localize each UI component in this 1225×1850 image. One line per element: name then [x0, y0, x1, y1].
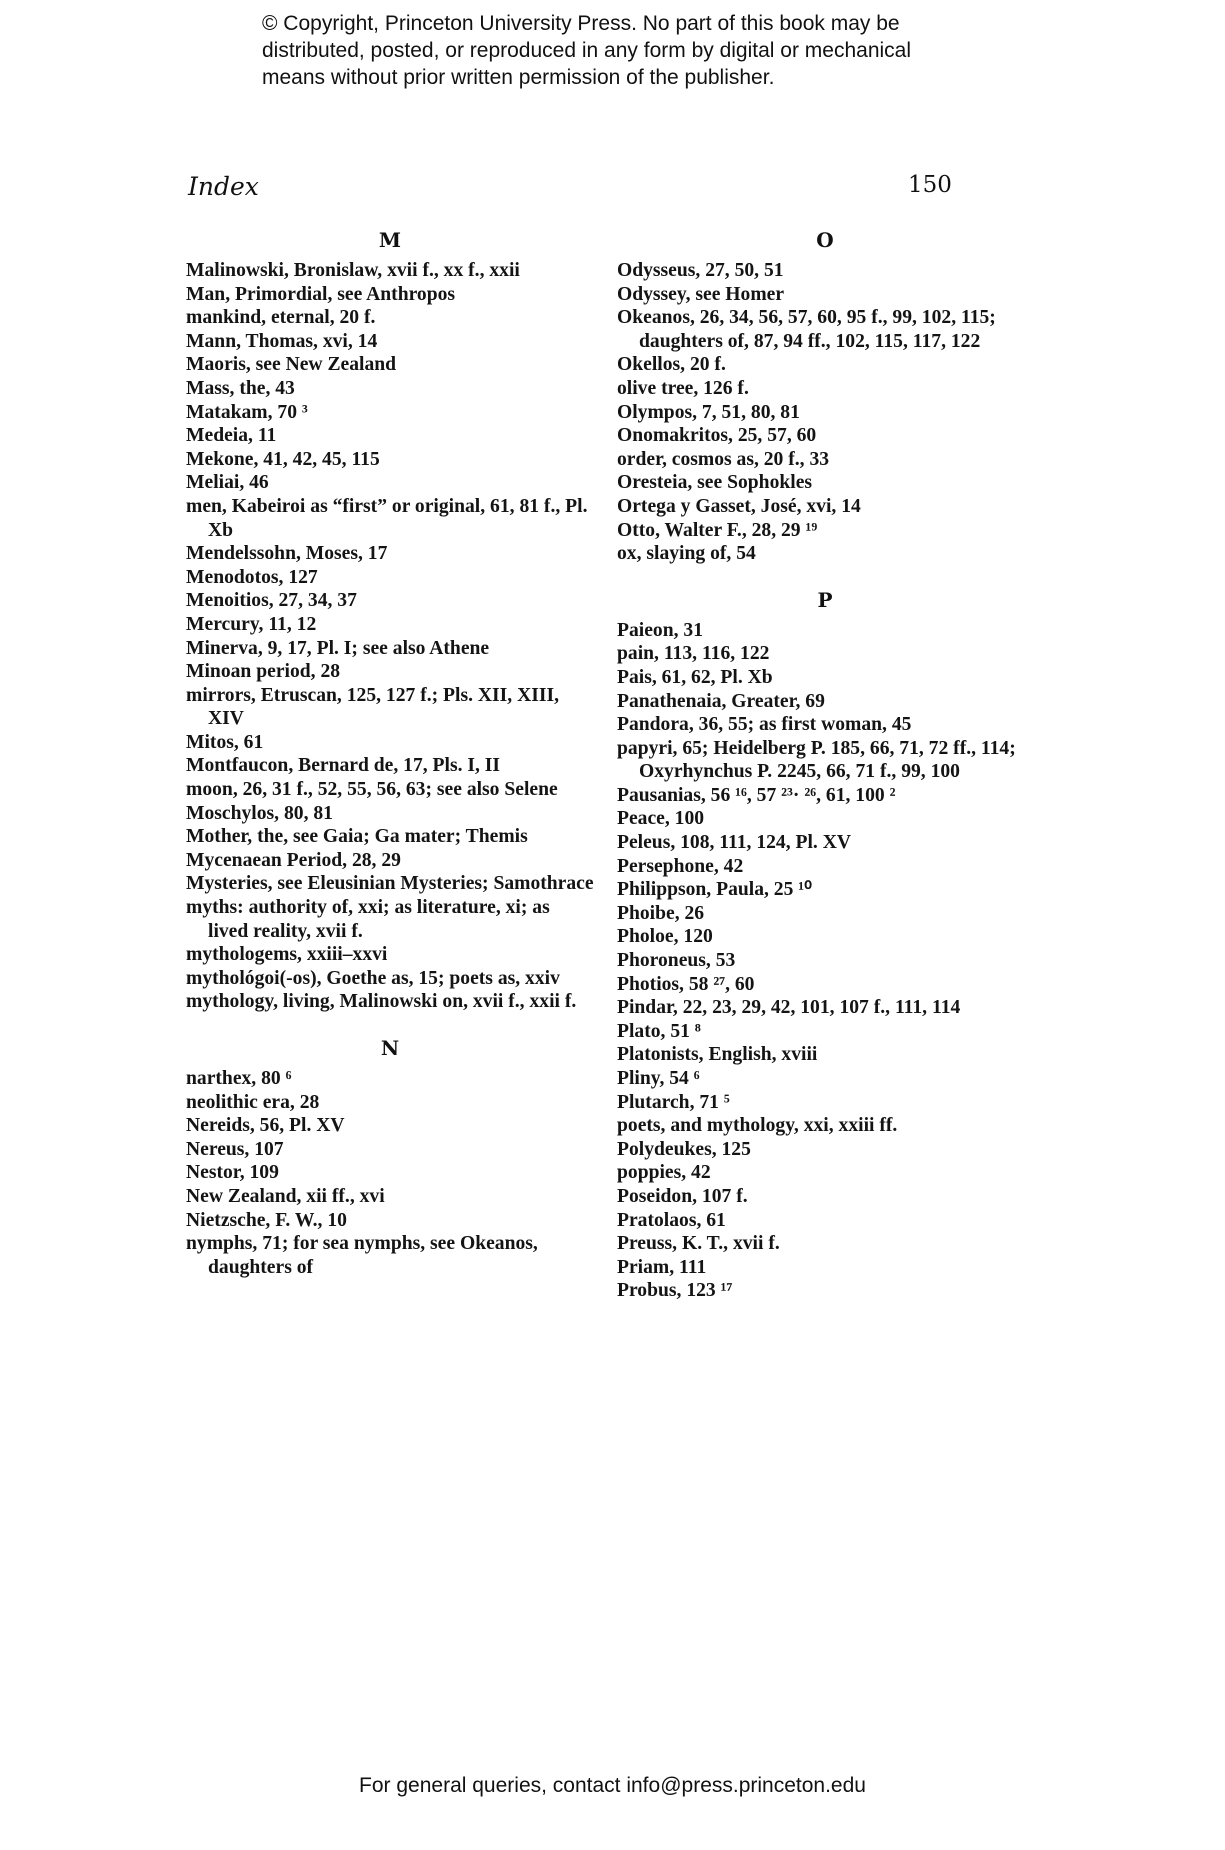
index-entry: Mysteries, see Eleusinian Mysteries; Samothrace	[186, 873, 594, 895]
index-entry: Olympos, 7, 51, 80, 81	[617, 401, 800, 423]
index-entry: mythologems, xxiii–xxvi	[186, 944, 388, 966]
index-entry: Oresteia, see Sophokles	[617, 472, 813, 494]
index-entry: myths: authority of, xxi; as literature, xi; as lived reality, xvii f.	[186, 897, 550, 942]
index-entry: Platonists, English, xviii	[617, 1044, 818, 1066]
index-entry: Pais, 61, 62, Pl. Xb	[617, 666, 773, 688]
index-entry: mythology, living, Malinowski on, xvii f., xxii f.	[186, 991, 577, 1013]
index-entry: Okeanos, 26, 34, 56, 57, 60, 95 f., 99, 102, 115; daughters of, 87, 94 ff., 102, 115, 117, 122	[617, 307, 996, 352]
index-entry: Malinowski, Bronislaw, xvii f., xx f., xxii	[186, 260, 520, 281]
index-entry: Photios, 58 ²⁷, 60	[617, 973, 755, 995]
index-entry: mythológoi(-os), Goethe as, 15; poets as, xxiv	[186, 967, 560, 989]
index-entry: Nietzsche, F. W., 10	[186, 1209, 347, 1231]
index-section-n	[186, 1036, 594, 1279]
page-number: 150	[908, 172, 952, 198]
copyright-line: means without prior written permission of the publisher.	[262, 66, 775, 89]
index-entry: Nereids, 56, Pl. XV	[186, 1115, 345, 1137]
index-entry: Ortega y Gasset, José, xvi, 14	[617, 495, 861, 517]
index-entry: Pausanias, 56 ¹⁶, 57 ²³· ²⁶, 61, 100 ²	[617, 784, 896, 806]
footer-contact: For general queries, contact info@press.princeton.edu	[359, 1774, 866, 1797]
index-entry: olive tree, 126 f.	[617, 377, 749, 399]
index-entry: Maoris, see New Zealand	[186, 354, 397, 376]
index-entry: Peleus, 108, 111, 124, Pl. XV	[617, 832, 852, 854]
index-entry: Nestor, 109	[186, 1162, 279, 1184]
index-entry: Philippson, Paula, 25 ¹⁰	[617, 879, 813, 901]
index-entry: Pandora, 36, 55; as first woman, 45	[617, 714, 912, 736]
index-section-o	[617, 228, 1033, 566]
index-entry: Preuss, K. T., xvii f.	[617, 1233, 780, 1255]
index-entry: ox, slaying of, 54	[617, 543, 756, 565]
index-entry: Montfaucon, Bernard de, 17, Pls. I, II	[186, 755, 501, 777]
index-entry: Menoitios, 27, 34, 37	[186, 590, 357, 612]
index-section-p	[617, 588, 1033, 1303]
index-entry: Peace, 100	[617, 808, 705, 830]
copyright-line: distributed, posted, or reproduced in any form by digital or mechanical	[262, 39, 912, 62]
index-entry: Odysseus, 27, 50, 51	[617, 260, 784, 281]
index-entry: Paieon, 31	[617, 619, 703, 641]
index-entry: Pindar, 22, 23, 29, 42, 101, 107 f., 111, 114	[617, 997, 961, 1019]
copyright-notice	[262, 10, 1022, 91]
index-entry: Mann, Thomas, xvi, 14	[186, 330, 378, 352]
index-entry: Odyssey, see Homer	[617, 283, 785, 305]
index-entry: Persephone, 42	[617, 855, 744, 877]
index-entry: Panathenaia, Greater, 69	[617, 690, 825, 712]
index-entry: Mitos, 61	[186, 731, 264, 753]
section-letter: M	[378, 228, 402, 252]
index-entry: Medeia, 11	[186, 425, 277, 447]
index-entry: Onomakritos, 25, 57, 60	[617, 425, 817, 447]
index-entry: poets, and mythology, xxi, xxiii ff.	[617, 1115, 898, 1137]
index-entry: Man, Primordial, see Anthropos	[186, 283, 456, 305]
index-entry: mankind, eternal, 20 f.	[186, 307, 376, 329]
index-entry: Priam, 111	[617, 1256, 707, 1278]
index-entry: Poseidon, 107 f.	[617, 1185, 748, 1207]
index-entry: Minoan period, 28	[186, 661, 341, 683]
index-entry: mirrors, Etruscan, 125, 127 f.; Pls. XII, XIII, XIV	[186, 684, 559, 730]
index-entry: Nereus, 107	[186, 1138, 284, 1160]
index-entry: Probus, 123 ¹⁷	[617, 1280, 733, 1302]
index-column-right	[617, 228, 1033, 1303]
index-entry: neolithic era, 28	[186, 1091, 320, 1113]
index-entry: Otto, Walter F., 28, 29 ¹⁹	[617, 519, 818, 541]
index-column-left	[186, 228, 594, 1279]
index-entry: Phoroneus, 53	[617, 950, 736, 972]
index-entry: Mercury, 11, 12	[186, 613, 317, 635]
index-entry: Moschylos, 80, 81	[186, 802, 333, 824]
copyright-line: © Copyright, Princeton University Press. No part of this book may be	[262, 12, 900, 35]
index-entry: Plutarch, 71 ⁵	[617, 1091, 730, 1113]
index-entry: Pratolaos, 61	[617, 1209, 726, 1231]
index-entry: Mycenaean Period, 28, 29	[186, 849, 401, 871]
index-entry: Phoibe, 26	[617, 902, 705, 924]
index-entry: Mass, the, 43	[186, 377, 295, 399]
index-entry: Minerva, 9, 17, Pl. I; see also Athene	[186, 637, 490, 659]
index-entry: Mekone, 41, 42, 45, 115	[186, 448, 380, 470]
index-entry: poppies, 42	[617, 1162, 711, 1184]
index-entry: order, cosmos as, 20 f., 33	[617, 448, 830, 470]
index-entry: Mother, the, see Gaia; Ga mater; Themis	[186, 826, 528, 848]
index-entry: New Zealand, xii ff., xvi	[186, 1185, 385, 1207]
index-entry: Matakam, 70 ³	[186, 401, 308, 423]
index-entry: Pliny, 54 ⁶	[617, 1068, 700, 1089]
index-entry: Okellos, 20 f.	[617, 354, 726, 376]
index-entry: Meliai, 46	[186, 472, 269, 494]
index-entry: moon, 26, 31 f., 52, 55, 56, 63; see also Selene	[186, 779, 558, 801]
index-entry: Mendelssohn, Moses, 17	[186, 543, 388, 565]
index-entry: men, Kabeiroi as “first” or original, 61, 81 f., Pl. Xb	[186, 495, 588, 541]
index-entry: Plato, 51 ⁸	[617, 1020, 701, 1042]
index-entry: papyri, 65; Heidelberg P. 185, 66, 71, 72 ff., 114; Oxyrhynchus P. 2245, 66, 71 f., 99, 100	[617, 737, 1016, 783]
section-letter: P	[817, 587, 833, 612]
index-entry: pain, 113, 116, 122	[617, 643, 770, 665]
section-letter: O	[816, 228, 834, 252]
index-entry: narthex, 80 ⁶	[186, 1068, 292, 1089]
running-head: Index	[188, 172, 259, 201]
section-letter: N	[380, 1036, 400, 1060]
index-entry: Polydeukes, 125	[617, 1138, 751, 1160]
index-entry: nymphs, 71; for sea nymphs, see Okeanos, daughters of	[186, 1233, 538, 1278]
index-entry: Menodotos, 127	[186, 566, 318, 588]
index-entry: Pholoe, 120	[617, 926, 713, 948]
index-section-m	[186, 228, 594, 1014]
